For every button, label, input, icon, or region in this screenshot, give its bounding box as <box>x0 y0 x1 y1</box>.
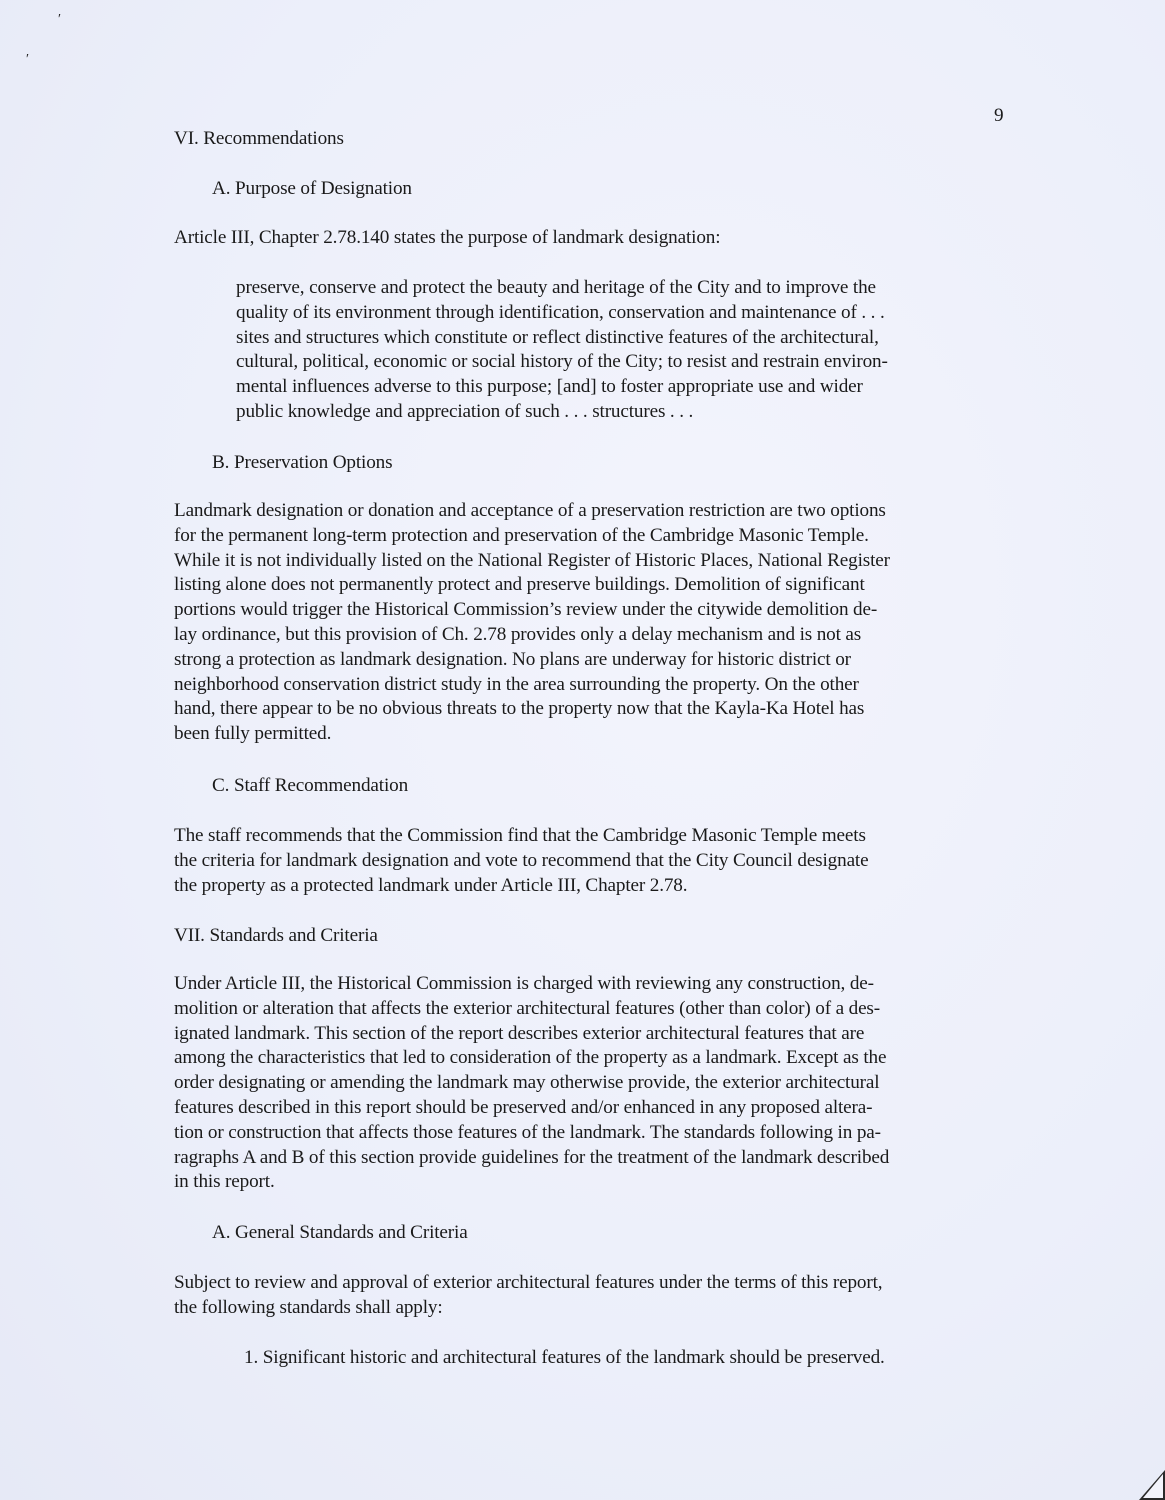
quote-line: quality of its environment through identification, conservation and maintenance of . . . <box>236 301 885 323</box>
paragraph-line: for the permanent long-term protection and preservation of the Cambridge Masonic Temple. <box>174 524 869 546</box>
paragraph-line: neighborhood conservation district study in the area surrounding the property. On the other <box>174 673 859 695</box>
subsection-heading-general-standards: A. General Standards and Criteria <box>212 1222 468 1243</box>
purpose-intro: Article III, Chapter 2.78.140 states the purpose of landmark designation: <box>174 227 721 248</box>
quote-line: preserve, conserve and protect the beauty and heritage of the City and to improve the <box>236 277 876 298</box>
paragraph-line: portions would trigger the Historical Commission’s review under the citywide demolition de- <box>174 599 878 621</box>
general-standards-paragraph <box>174 1271 882 1321</box>
subsection-heading-options: B. Preservation Options <box>212 452 393 473</box>
paragraph-line: the criteria for landmark designation and vote to recommend that the City Council designate <box>174 849 869 871</box>
paragraph-line: ragraphs A and B of this section provide guidelines for the treatment of the landmark described <box>174 1146 890 1168</box>
paragraph-line: order designating or amending the landmark may otherwise provide, the exterior architectural <box>174 1072 880 1094</box>
paragraph-line: ignated landmark. This section of the report describes exterior architectural features that are <box>174 1022 865 1044</box>
quote-line: public knowledge and appreciation of such . . . structures . . . <box>236 400 694 422</box>
subsection-heading-staff: C. Staff Recommendation <box>212 775 409 796</box>
paragraph-line: Under Article III, the Historical Commission is charged with reviewing any construction, de- <box>174 973 874 994</box>
paragraph-line: features described in this report should be preserved and/or enhanced in any proposed altera- <box>174 1096 873 1118</box>
standards-paragraph <box>174 972 889 1195</box>
options-paragraph <box>174 499 890 747</box>
paragraph-line: tion or construction that affects those features of the landmark. The standards following in pa- <box>174 1121 881 1143</box>
page-number: 9 <box>994 105 1004 126</box>
section-heading-vi: VI. Recommendations <box>174 128 344 149</box>
paragraph-line: the property as a protected landmark under Article III, Chapter 2.78. <box>174 874 688 896</box>
paragraph-line: lay ordinance, but this provision of Ch. 2.78 provides only a delay mechanism and is not as <box>174 623 862 645</box>
paragraph-line: listing alone does not permanently protect and preserve buildings. Demolition of significant <box>174 574 865 596</box>
subsection-heading-purpose: A. Purpose of Designation <box>212 178 412 199</box>
page-curl-corner-inner <box>1143 1474 1163 1498</box>
paragraph-line: While it is not individually listed on the National Register of Historic Places, National Register <box>174 549 890 571</box>
paragraph-line: Landmark designation or donation and acceptance of a preservation restriction are two options <box>174 500 886 521</box>
standards-list-item: 1. Significant historic and architectural features of the landmark should be preserved. <box>244 1347 885 1368</box>
paragraph-line: Subject to review and approval of exterior architectural features under the terms of this report, <box>174 1272 883 1293</box>
paragraph-line: hand, there appear to be no obvious threats to the property now that the Kayla-Ka Hotel has <box>174 698 865 720</box>
paragraph-line: among the characteristics that led to consideration of the property as a landmark. Except as the <box>174 1047 887 1069</box>
quote-line: mental influences adverse to this purpose; [and] to foster appropriate use and wider <box>236 376 863 398</box>
scan-mark: ′ <box>26 52 30 67</box>
quote-line: sites and structures which constitute or reflect distinctive features of the architectural, <box>236 326 879 348</box>
staff-paragraph <box>174 824 868 898</box>
paragraph-line: the following standards shall apply: <box>174 1296 443 1318</box>
paragraph-line: in this report. <box>174 1171 275 1193</box>
paragraph-line: strong a protection as landmark designation. No plans are underway for historic district or <box>174 648 851 670</box>
paragraph-line: The staff recommends that the Commission find that the Cambridge Masonic Temple meets <box>174 825 866 846</box>
quote-line: cultural, political, economic or social history of the City; to resist and restrain environ- <box>236 351 888 373</box>
paragraph-line: been fully permitted. <box>174 723 332 745</box>
paragraph-line: molition or alteration that affects the exterior architectural features (other than color) of a des- <box>174 997 880 1019</box>
section-heading-vii: VII. Standards and Criteria <box>174 925 378 946</box>
scan-mark: ′ <box>58 12 62 27</box>
purpose-quote <box>236 276 888 425</box>
